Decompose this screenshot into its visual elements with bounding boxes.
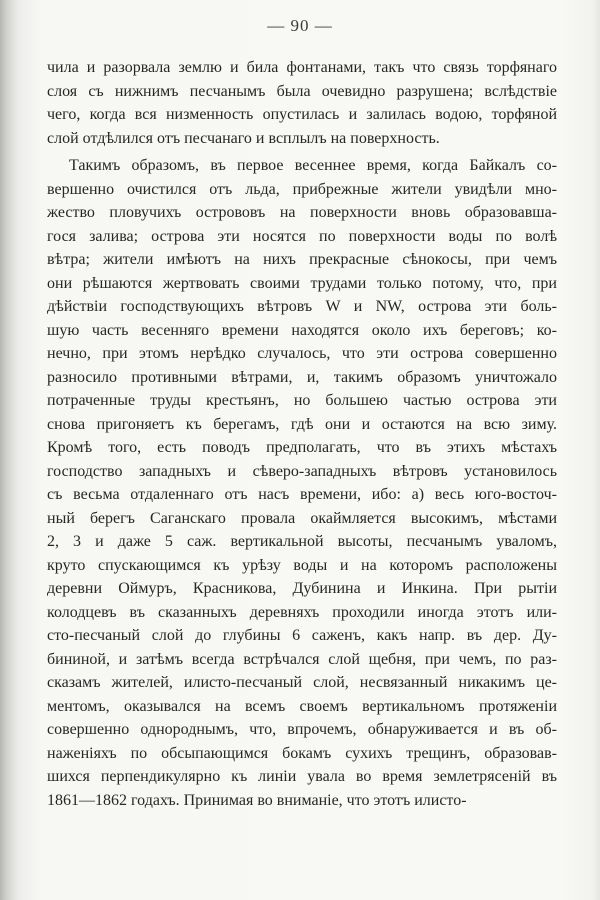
text-line: деревни Оймуръ, Красникова, Дубинина и Инкина. При рытіи	[47, 580, 557, 597]
text-line: слой отдѣлился отъ песчанаго и всплылъ на поверхность.	[47, 129, 440, 147]
text-line: Кромѣ того, есть поводъ предполагать, что въ этихъ мѣстахъ	[47, 439, 557, 456]
text-line: круто спускающимся къ урѣзу воды и на которомъ расположены	[47, 556, 557, 574]
page-number: — 90 —	[267, 16, 333, 35]
text-line: нечно, при этомъ нерѣдко случалось, что эти острова совершенно	[47, 345, 557, 362]
text-line: съ весьма отдаленнаго отъ насъ времени, ибо: а) весь юго-восточ-	[47, 486, 557, 503]
text-line: слоя съ нижнимъ песчанымъ была очевидно разрушена; вслѣдствіе	[47, 82, 557, 100]
text-line: чила и разорвала землю и била фонтанами, такъ что связь торфянаго	[47, 59, 557, 76]
text-line: они рѣшаются жертвовать своими трудами только потому, что, при	[47, 274, 557, 292]
text-line: 1861—1862 годахъ. Принимая во вниманіе, что этотъ илисто-	[47, 791, 467, 809]
text-line: дѣйствіи господствующихъ вѣтровъ W и NW, острова эти боль-	[47, 298, 557, 315]
text-line: колодцевъ въ сказанныхъ деревняхъ проходили иногда этотъ или-	[47, 603, 557, 621]
text-line: ный берегъ Саганскаго провала окаймляется высокимъ, мѣстами	[47, 509, 557, 527]
text-line: жество пловучихъ острововъ на поверхности вновь образовавша-	[47, 204, 557, 221]
body-text	[47, 56, 557, 812]
text-line: вершенно очистился отъ льда, прибрежные жители увидѣли мно-	[47, 180, 557, 198]
text-line: шую часть весенняго времени находятся около ихъ береговъ; ко-	[47, 321, 557, 339]
text-line: совершенно однороднымъ, что, впрочемъ, обнаруживается и въ об-	[47, 721, 557, 738]
text-line: разносило противными вѣтрами, и, такимъ образомъ уничтожало	[47, 368, 557, 386]
text-line: ментомъ, оказывался на всемъ своемъ вертикальномъ протяженіи	[47, 697, 557, 715]
text-line: сказамъ жителей, илисто-песчаный слой, несвязанный никакимъ це-	[47, 674, 557, 691]
text-line: 2, 3 и даже 5 саж. вертикальной высоты, песчанымъ уваломъ,	[47, 533, 557, 550]
text-line: бининой, и затѣмъ всегда встрѣчался слой щебня, при чемъ, по раз-	[47, 650, 557, 668]
text-line: сто-песчаный слой до глубины 6 саженъ, какъ напр. въ дер. Ду-	[47, 627, 557, 644]
text-line: чего, когда вся низменность опустилась и залилась водою, торфяной	[47, 106, 557, 123]
text-line: гося залива; острова эти носятся по поверхности воды по волѣ	[47, 227, 557, 245]
text-line: снова пригоняетъ къ берегамъ, гдѣ они и остаются на всю зиму.	[47, 415, 557, 433]
text-line: наженіяхъ по обсыпающимся бокамъ сухихъ трещинъ, образовав-	[47, 744, 557, 762]
text-line: вѣтра; жители имѣютъ на нихъ прекрасные сѣнокосы, при чемъ	[47, 251, 557, 268]
text-line: господство западныхъ и сѣверо-западныхъ вѣтровъ установилось	[47, 462, 557, 480]
text-line: потраченные труды крестьянъ, но большею частью острова эти	[47, 392, 557, 409]
text-line: Такимъ образомъ, въ первое весеннее время, когда Байкалъ со-	[69, 157, 557, 174]
text-line: шихся перпендикулярно къ линіи увала во время землетрясеній въ	[47, 768, 557, 785]
